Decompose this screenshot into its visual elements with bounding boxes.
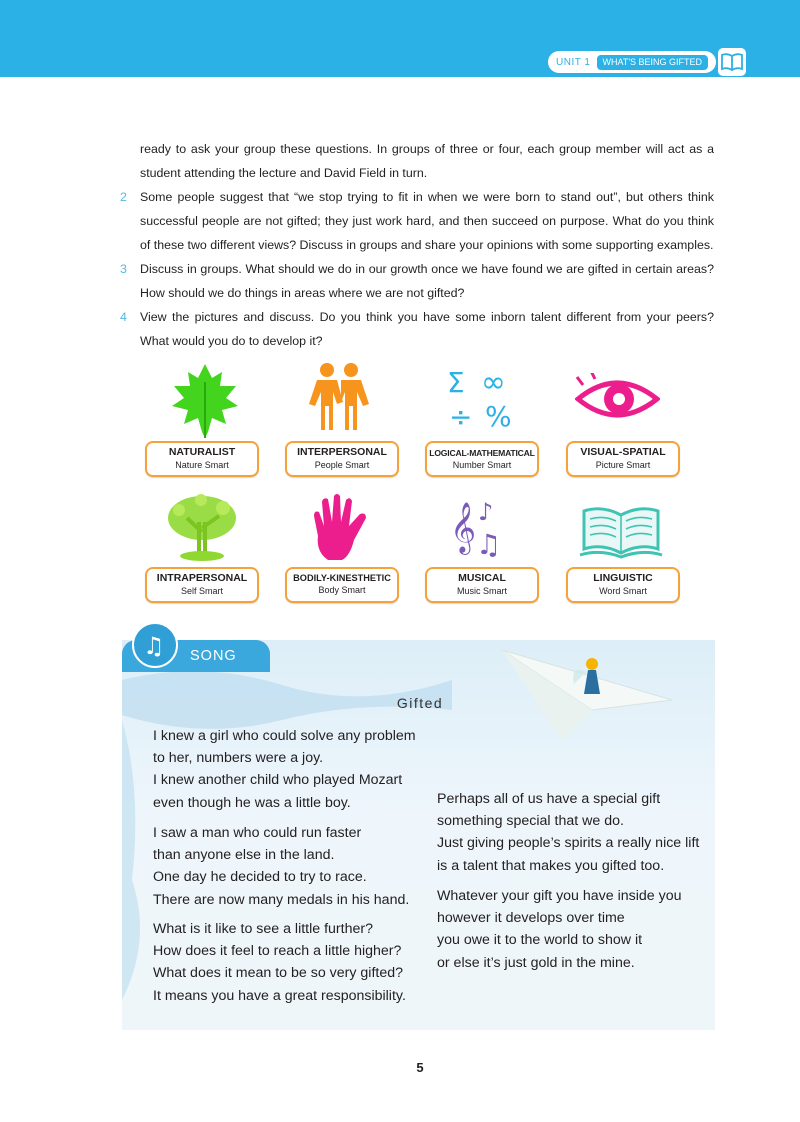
card-title: BODILY-KINESTHETIC	[293, 573, 391, 583]
question-text: Some people suggest that “we stop trying to fit in when we were born to stand out”, but others think successful people are not gifted; they just work hard, and then succeed on purpose. What do you think of these two different views? Discuss in groups and share your opinions with some supporting examples.	[140, 190, 714, 252]
song-stanza-right-1	[437, 788, 699, 877]
card-title: INTERPERSONAL	[297, 446, 387, 458]
hand-icon	[310, 492, 372, 562]
card-interpersonal	[285, 441, 399, 477]
song-stanza-left-2	[153, 822, 409, 911]
book-icon	[578, 505, 664, 559]
lyric-line: It means you have a great responsibility.	[153, 987, 406, 1004]
lyric-line: What is it like to see a little further?	[153, 921, 373, 937]
lyric-line: or else it’s just gold in the mine.	[437, 954, 635, 971]
card-subtitle: Word Smart	[599, 586, 647, 596]
card-title: VISUAL-SPATIAL	[580, 446, 666, 458]
card-subtitle: Music Smart	[456, 586, 507, 596]
card-title: INTRAPERSONAL	[156, 572, 248, 584]
people-icon	[305, 362, 373, 432]
svg-text:♫: ♫	[143, 632, 165, 660]
card-linguistic	[566, 567, 680, 603]
page-number: 5	[416, 1060, 424, 1075]
math-symbols-icon	[445, 366, 520, 430]
svg-text:𝄞: 𝄞	[450, 502, 477, 553]
svg-text:∞: ∞	[481, 366, 506, 400]
card-musical	[425, 567, 539, 603]
song-stanza-left-1	[153, 725, 416, 814]
lyric-line: There are now many medals in his hand.	[153, 891, 410, 908]
question-text: Discuss in groups. What should we do in our growth once we have found we are gifted in certain areas? How should we do things in areas where we are not gifted?	[140, 262, 714, 300]
lyric-line: you owe it to the world to show it	[437, 932, 643, 949]
card-subtitle: People Smart	[314, 460, 370, 470]
music-notes-icon	[450, 494, 510, 560]
lyric-line: I knew a girl who could solve any problem	[153, 728, 416, 744]
card-title: LOGICAL-MATHEMATICAL	[429, 448, 535, 458]
lyric-line: Whatever your gift you have inside you	[437, 888, 682, 904]
svg-text:Σ: Σ	[447, 366, 465, 399]
card-subtitle: Self Smart	[180, 586, 223, 596]
question-text: View the pictures and discuss. Do you think you have some inborn talent different from your peers? What would you do to develop it?	[140, 310, 714, 348]
question-2	[120, 185, 714, 257]
svg-text:%: %	[485, 400, 512, 430]
unit-badge	[548, 51, 716, 73]
lyric-line: I knew another child who played Mozart	[153, 772, 403, 789]
song-title: Gifted	[396, 695, 444, 711]
card-visual-spatial	[566, 441, 680, 477]
svg-text:÷: ÷	[449, 400, 473, 430]
lyric-line: to her, numbers were a joy.	[153, 750, 324, 767]
card-subtitle: Picture Smart	[595, 460, 651, 470]
lyric-line: however it develops over time	[437, 910, 625, 927]
lyric-line: I saw a man who could run faster	[153, 825, 362, 841]
lyric-line: One day he decided to try to race.	[153, 869, 367, 886]
card-bodily-kinesthetic	[285, 567, 399, 603]
music-note-badge-icon	[132, 622, 178, 668]
card-logical-mathematical	[425, 441, 539, 477]
card-naturalist	[145, 441, 259, 477]
card-subtitle: Number Smart	[452, 460, 512, 470]
question-number: 4	[120, 310, 127, 324]
song-label: SONG	[190, 648, 237, 664]
lyric-line: than anyone else in the land.	[153, 847, 335, 864]
open-book-icon	[718, 48, 746, 76]
lyric-line: even though he was a little boy.	[153, 794, 351, 811]
card-title: NATURALIST	[168, 446, 236, 458]
lyric-line: What does it mean to be so very gifted?	[153, 965, 403, 982]
lyric-line: is a talent that makes you gifted too.	[437, 857, 665, 874]
unit-label: UNIT 1	[556, 56, 591, 68]
intro-paragraph: ready to ask your group these questions. In groups of three or four, each group member will act as a student attending the lecture and David Field in turn.	[140, 142, 714, 180]
leaf-icon	[170, 362, 240, 440]
question-3	[120, 257, 714, 305]
card-title: LINGUISTIC	[593, 572, 653, 584]
card-title: MUSICAL	[458, 572, 506, 584]
question-number: 3	[120, 262, 127, 276]
lyric-line: Perhaps all of us have a special gift	[437, 791, 661, 807]
lyric-line: How does it feel to reach a little higher?	[153, 943, 402, 960]
question-4	[120, 305, 714, 353]
question-number: 2	[120, 190, 127, 204]
lyric-line: Just giving people’s spirits a really nice lift	[437, 835, 700, 852]
card-subtitle: Body Smart	[318, 585, 366, 595]
svg-text:♫: ♫	[476, 528, 502, 560]
lyric-line: something special that we do.	[437, 813, 624, 830]
song-stanza-right-2	[437, 885, 681, 974]
unit-title: WHAT'S BEING GIFTED	[597, 55, 709, 70]
card-subtitle: Nature Smart	[175, 460, 229, 470]
fairy-figure-icon	[570, 654, 610, 700]
tree-icon	[163, 492, 241, 564]
card-intrapersonal	[145, 567, 259, 603]
song-stanza-left-3	[153, 918, 406, 1007]
svg-text:♪: ♪	[478, 498, 494, 526]
eye-icon	[575, 373, 660, 425]
